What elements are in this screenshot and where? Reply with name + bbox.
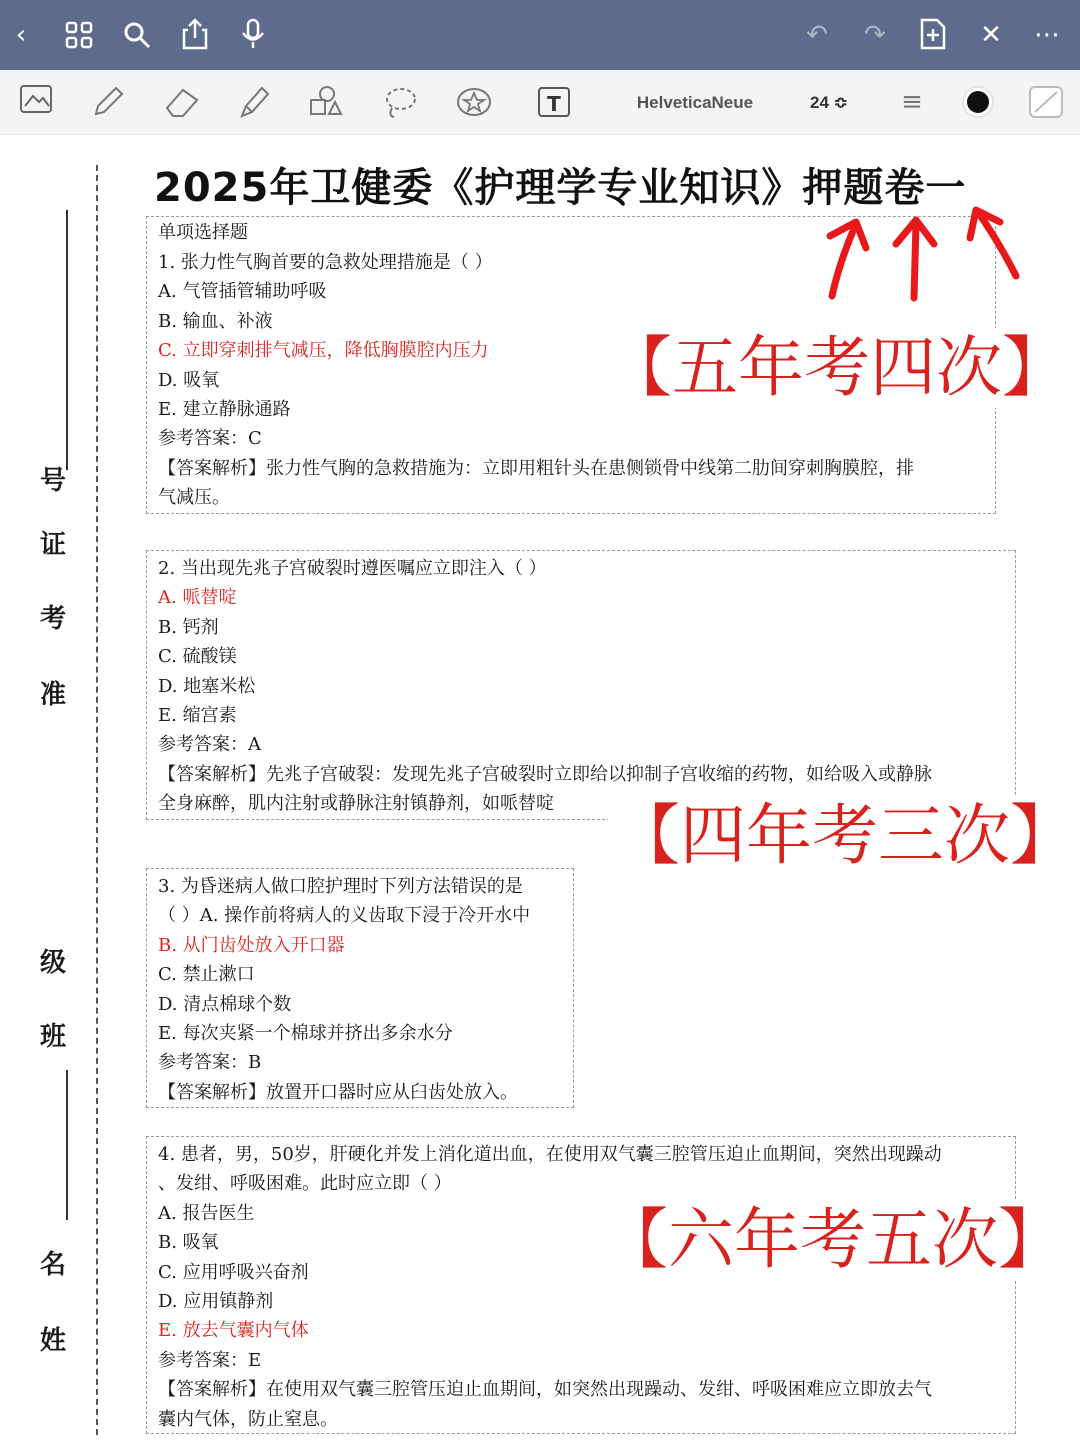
question-line: 囊内气体，防止窒息。 (158, 1408, 338, 1430)
text-tool-icon[interactable] (534, 84, 574, 120)
add-page-icon[interactable] (916, 18, 950, 52)
question-line: E. 缩宫素 (158, 705, 237, 726)
font-name-selector[interactable]: HelveticaNeue (636, 93, 754, 112)
back-icon[interactable]: ‹ (15, 20, 27, 50)
question-line: 【答案解析】放置开口器时应从臼齿处放入。 (158, 1081, 518, 1103)
correct-option: E. 放去气囊内气体 (158, 1320, 309, 1342)
highlighter-icon[interactable] (234, 84, 274, 120)
lasso-icon[interactable] (380, 84, 420, 120)
sticker-icon[interactable] (454, 84, 494, 120)
pen-icon[interactable] (88, 84, 128, 120)
side-label: 号 (39, 466, 66, 496)
question-line: 、发绀、呼吸困难。此时应立即（ ） (158, 1173, 452, 1195)
question-line: 全身麻醉，肌内注射或静脉注射镇静剂，如哌替啶 (158, 793, 554, 815)
question-line: E. 建立静脉通路 (158, 399, 291, 420)
image-tool-icon[interactable] (16, 84, 56, 120)
side-label: 证 (39, 530, 66, 560)
side-label: 准 (39, 680, 66, 710)
page-title: 2025年卫健委《护理学专业知识》押题卷一 (154, 165, 967, 211)
shapes-icon[interactable] (306, 84, 346, 120)
eraser-icon[interactable] (162, 84, 202, 120)
align-icon[interactable]: ≡ (901, 87, 923, 117)
side-label: 考 (39, 604, 66, 634)
question-line: 【答案解析】张力性气胸的急救措施为：立即用粗针头在患侧锁骨中线第二肋间穿刺胸膜腔，排 (158, 457, 914, 479)
question-line: 气减压。 (158, 487, 230, 509)
question-line: 参考答案：B (158, 1052, 262, 1074)
question-line: 参考答案：C (158, 428, 262, 450)
question-line: D. 清点棉球个数 (158, 993, 292, 1015)
question-line: E. 每次夹紧一个棉球并挤出多余水分 (158, 1023, 453, 1044)
side-label: 班 (39, 1022, 66, 1052)
question-line: 2. 当出现先兆子宫破裂时遵医嘱应立即注入（ ） (158, 558, 547, 579)
question-line: 【答案解析】在使用双气囊三腔管压迫止血期间，如突然出现躁动、发绀、呼吸困难应立即放去气 (158, 1379, 932, 1401)
close-icon[interactable]: ✕ (980, 20, 1002, 50)
annotation-stamp: 【五年考四次】 (600, 328, 1074, 408)
class-rule (66, 1070, 68, 1220)
question-line: B. 吸氧 (158, 1232, 219, 1254)
binding-dashed-line (96, 165, 98, 1435)
share-icon[interactable] (178, 18, 212, 52)
search-icon[interactable] (120, 18, 154, 52)
microphone-icon[interactable] (236, 18, 270, 52)
text-color-swatch[interactable] (958, 84, 998, 120)
annotation-stamp: 【六年考五次】 (596, 1200, 1070, 1280)
arrow-annotations-icon (810, 200, 1030, 310)
correct-option: B. 从门齿处放入开口器 (158, 934, 345, 956)
background-swatch-icon[interactable] (1026, 84, 1066, 120)
side-label: 级 (39, 948, 66, 978)
question-line: 4. 患者，男，50岁，肝硬化并发上消化道出血，在使用双气囊三腔管压迫止血期间，突然出现躁动 (158, 1144, 942, 1165)
correct-option: A. 哌替啶 (158, 587, 237, 609)
question-line: （ ）A. 操作前将病人的义齿取下浸于冷开水中 (158, 905, 531, 927)
question-line: C. 应用呼吸兴奋剂 (158, 1261, 309, 1283)
question-line: D. 应用镇静剂 (158, 1291, 274, 1312)
question-line: A. 气管插管辅助呼吸 (158, 281, 327, 303)
question-line: 参考答案：A (158, 734, 261, 756)
redo-icon[interactable]: ↷ (864, 20, 886, 50)
correct-option: C. 立即穿刺排气减压，降低胸膜腔内压力 (158, 340, 489, 362)
side-label: 名 (39, 1250, 66, 1280)
question-line: C. 禁止漱口 (158, 964, 255, 986)
question-line: D. 吸氧 (158, 369, 220, 391)
drawing-toolbar (0, 70, 1080, 135)
svg-text:T: T (547, 92, 561, 116)
question-line: 【答案解析】先兆子宫破裂：发现先兆子宫破裂时立即给以抑制子宫收缩的药物，如给吸入或静脉 (158, 763, 932, 785)
question-line: B. 输血、补液 (158, 310, 273, 332)
question-line: 参考答案：E (158, 1349, 262, 1371)
undo-icon[interactable]: ↶ (806, 20, 828, 50)
question-line: A. 报告医生 (158, 1202, 255, 1224)
font-size-selector[interactable]: 24 ≎ (810, 93, 848, 112)
grid-icon[interactable] (62, 18, 96, 52)
exam-number-rule (66, 210, 68, 470)
top-nav-bar (0, 0, 1080, 70)
question-line: B. 钙剂 (158, 616, 219, 638)
question-line: 3. 为昏迷病人做口腔护理时下列方法错误的是 (158, 876, 523, 897)
question-line: D. 地塞米松 (158, 675, 256, 697)
annotation-stamp: 【四年考三次】 (608, 796, 1080, 876)
section-heading: 单项选择题 (158, 222, 248, 243)
side-label: 姓 (39, 1326, 66, 1356)
question-line: 1. 张力性气胸首要的急救处理措施是（ ） (158, 252, 493, 273)
more-icon[interactable]: ⋯ (1034, 20, 1060, 50)
question-line: C. 硫酸镁 (158, 646, 237, 668)
